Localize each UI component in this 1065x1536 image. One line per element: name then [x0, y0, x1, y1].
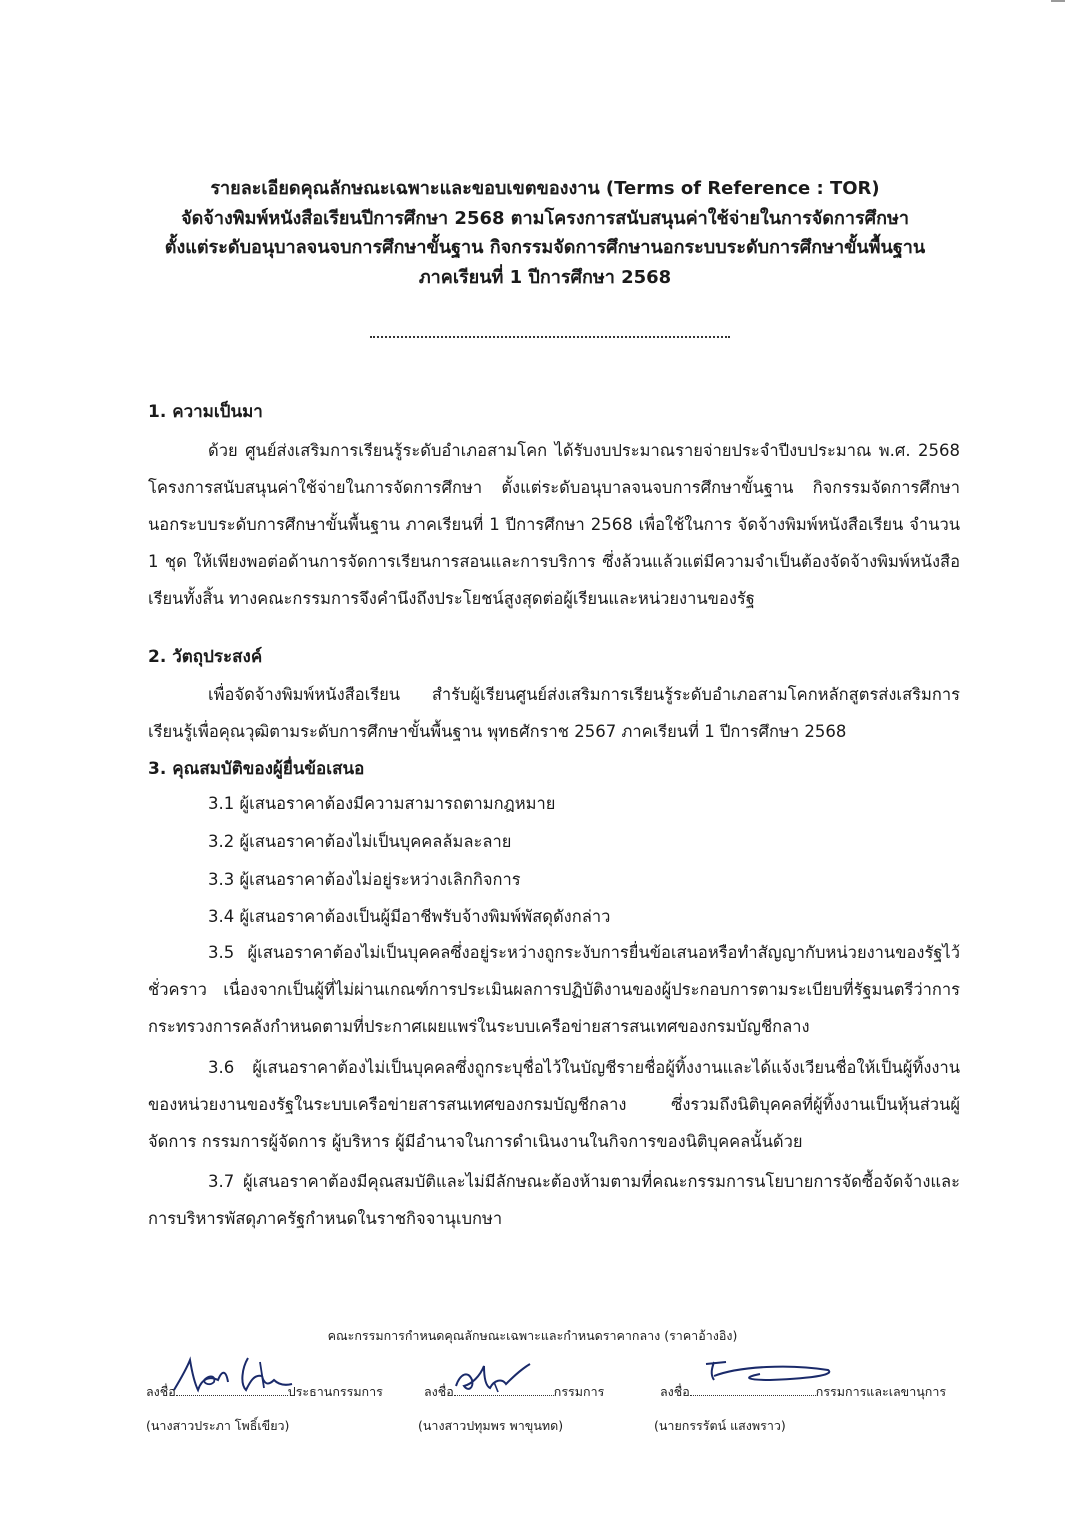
signatory-2-role: กรรมการ	[553, 1384, 605, 1399]
document-title	[130, 174, 960, 292]
sign-label: ลงชื่อ	[660, 1384, 690, 1399]
qualification-item-3-1: 3.1 ผู้เสนอราคาต้องมีความสามารถตามกฎหมาย	[208, 794, 556, 813]
sign-label: ลงชื่อ	[146, 1384, 176, 1399]
qualification-item-3-3: 3.3 ผู้เสนอราคาต้องไม่อยู่ระหว่างเลิกกิจการ	[208, 870, 521, 889]
section-2-paragraph: เพื่อจัดจ้างพิมพ์หนังสือเรียน สำรับผู้เรียนศูนย์ส่งเสริมการเรียนรู้ระดับอำเภอสามโคกหลักสูตรส่งเสริมการเรียนรู้เพื่อคุณวุฒิตามระดับการศึกษาขั้นพื้นฐาน พุทธศักราช 2567 ภาคเรียนที่ 1 ปีการศึกษา 2568	[148, 685, 960, 741]
title-line-1: รายละเอียดคุณลักษณะเฉพาะและขอบเขตของงาน (Terms of Reference : TOR)	[210, 178, 880, 199]
title-line-3: ตั้งแต่ระดับอนุบาลจนจบการศึกษาขั้นฐาน กิจกรรมจัดการศึกษานอกระบบระดับการศึกษาขั้นพื้นฐาน	[164, 237, 926, 258]
qualification-item-3-5: 3.5 ผู้เสนอราคาต้องไม่เป็นบุคคลซึ่งอยู่ระหว่างถูกระงับการยื่นข้อเสนอหรือทำสัญญากับหน่วยงานของรัฐไว้ชั่วคราว เนื่องจากเป็นผู้ที่ไม่ผ่านเกณฑ์การประเมินผลการปฏิบัติงานของผู้ประกอบการตามระเบียบที่รัฐมนตรีว่าการกระทรวงการคลังกำหนดตามที่ประกาศเผยแพร่ในระบบเครือข่ายสารสนเทศของกรมบัญชีกลาง	[148, 943, 960, 1036]
signatory-3-role: กรรมการและเลขานุการ	[815, 1384, 947, 1399]
qualification-item-3-4: 3.4 ผู้เสนอราคาต้องเป็นผู้มีอาชีพรับจ้างพิมพ์พัสดุดังกล่าว	[208, 907, 611, 926]
qualification-item-3-2: 3.2 ผู้เสนอราคาต้องไม่เป็นบุคคลล้มละลาย	[208, 832, 512, 851]
section-1-heading: 1. ความเป็นมา	[148, 402, 263, 422]
section-1-paragraph: ด้วย ศูนย์ส่งเสริมการเรียนรู้ระดับอำเภอสามโคก ได้รับงบประมาณรายจ่ายประจำปีงบประมาณ พ.ศ. 2568 โครงการสนับสนุนค่าใช้จ่ายในการจัดการศึกษา ตั้งแต่ระดับอนุบาลจนจบการศึกษาขั้นฐาน กิจกรรมจัดการศึกษานอกระบบระดับการศึกษาขั้นพื้นฐาน ภาคเรียนที่ 1 ปีการศึกษา 2568 เพื่อใช้ในการ จัดจ้างพิมพ์หนังสือเรียน จำนวน 1 ชุด ให้เพียงพอต่อด้านการจัดการเรียนการสอนและการบริการ ซึ่งล้วนแล้วแต่มีความจำเป็นต้องจัดจ้างพิมพ์หนังสือเรียนทั้งสิ้น ทางคณะกรรมการจึงคำนึงถึงประโยชน์สูงสุดต่อผู้เรียนและหน่วยงานของรัฐ	[148, 441, 960, 608]
section-3-heading: 3. คุณสมบัติของผู้ยื่นข้อเสนอ	[148, 759, 365, 779]
signatory-1-name: (นางสาวประภา โพธิ์เขียว)	[146, 1418, 290, 1433]
signatory-2-name: (นางสาวปทุมพร พาขุนทด)	[418, 1418, 564, 1433]
signature-2-mark	[450, 1356, 540, 1396]
signature-1-mark	[170, 1350, 300, 1398]
qualification-item-3-6: 3.6 ผู้เสนอราคาต้องไม่เป็นบุคคลซึ่งถูกระบุชื่อไว้ในบัญชีรายชื่อผู้ทิ้งงานและได้แจ้งเวียนชื่อให้เป็นผู้ทิ้งงานของหน่วยงานของรัฐในระบบเครือข่ายสารสนเทศของกรมบัญชีกลาง ซึ่งรวมถึงนิติบุคคลที่ผู้ทิ้งงานเป็นหุ้นส่วนผู้จัดการ กรรมการผู้จัดการ ผู้บริหาร ผู้มีอำนาจในการดำเนินงานในกิจการของนิติบุคคลนั้นด้วย	[148, 1058, 960, 1151]
title-line-4: ภาคเรียนที่ 1 ปีการศึกษา 2568	[418, 266, 672, 288]
signature-3-mark	[700, 1358, 840, 1388]
qualification-item-3-7: 3.7 ผู้เสนอราคาต้องมีคุณสมบัติและไม่มีลักษณะต้องห้ามตามที่คณะกรรมการนโยบายการจัดซื้อจัดจ้างและการบริหารพัสดุภาครัฐกำหนดในราชกิจจานุเบกษา	[148, 1172, 960, 1228]
section-2-heading: 2. วัตถุประสงค์	[148, 647, 263, 667]
title-line-2: จัดจ้างพิมพ์หนังสือเรียนปีการศึกษา 2568 ตามโครงการสนับสนุนค่าใช้จ่ายในการจัดการศึกษา	[181, 207, 909, 229]
sign-label: ลงชื่อ	[424, 1384, 454, 1399]
title-dotted-separator	[370, 326, 730, 338]
committee-header: คณะกรรมการกำหนดคุณลักษณะเฉพาะและกำหนดราคากลาง (ราคาอ้างอิง)	[327, 1328, 738, 1343]
scan-edge-mark	[1051, 0, 1065, 2]
signatory-3-name: (นายกรรรัตน์ แสงพราว)	[654, 1418, 786, 1433]
signatory-1-role: ประธานกรรมการ	[287, 1384, 383, 1399]
